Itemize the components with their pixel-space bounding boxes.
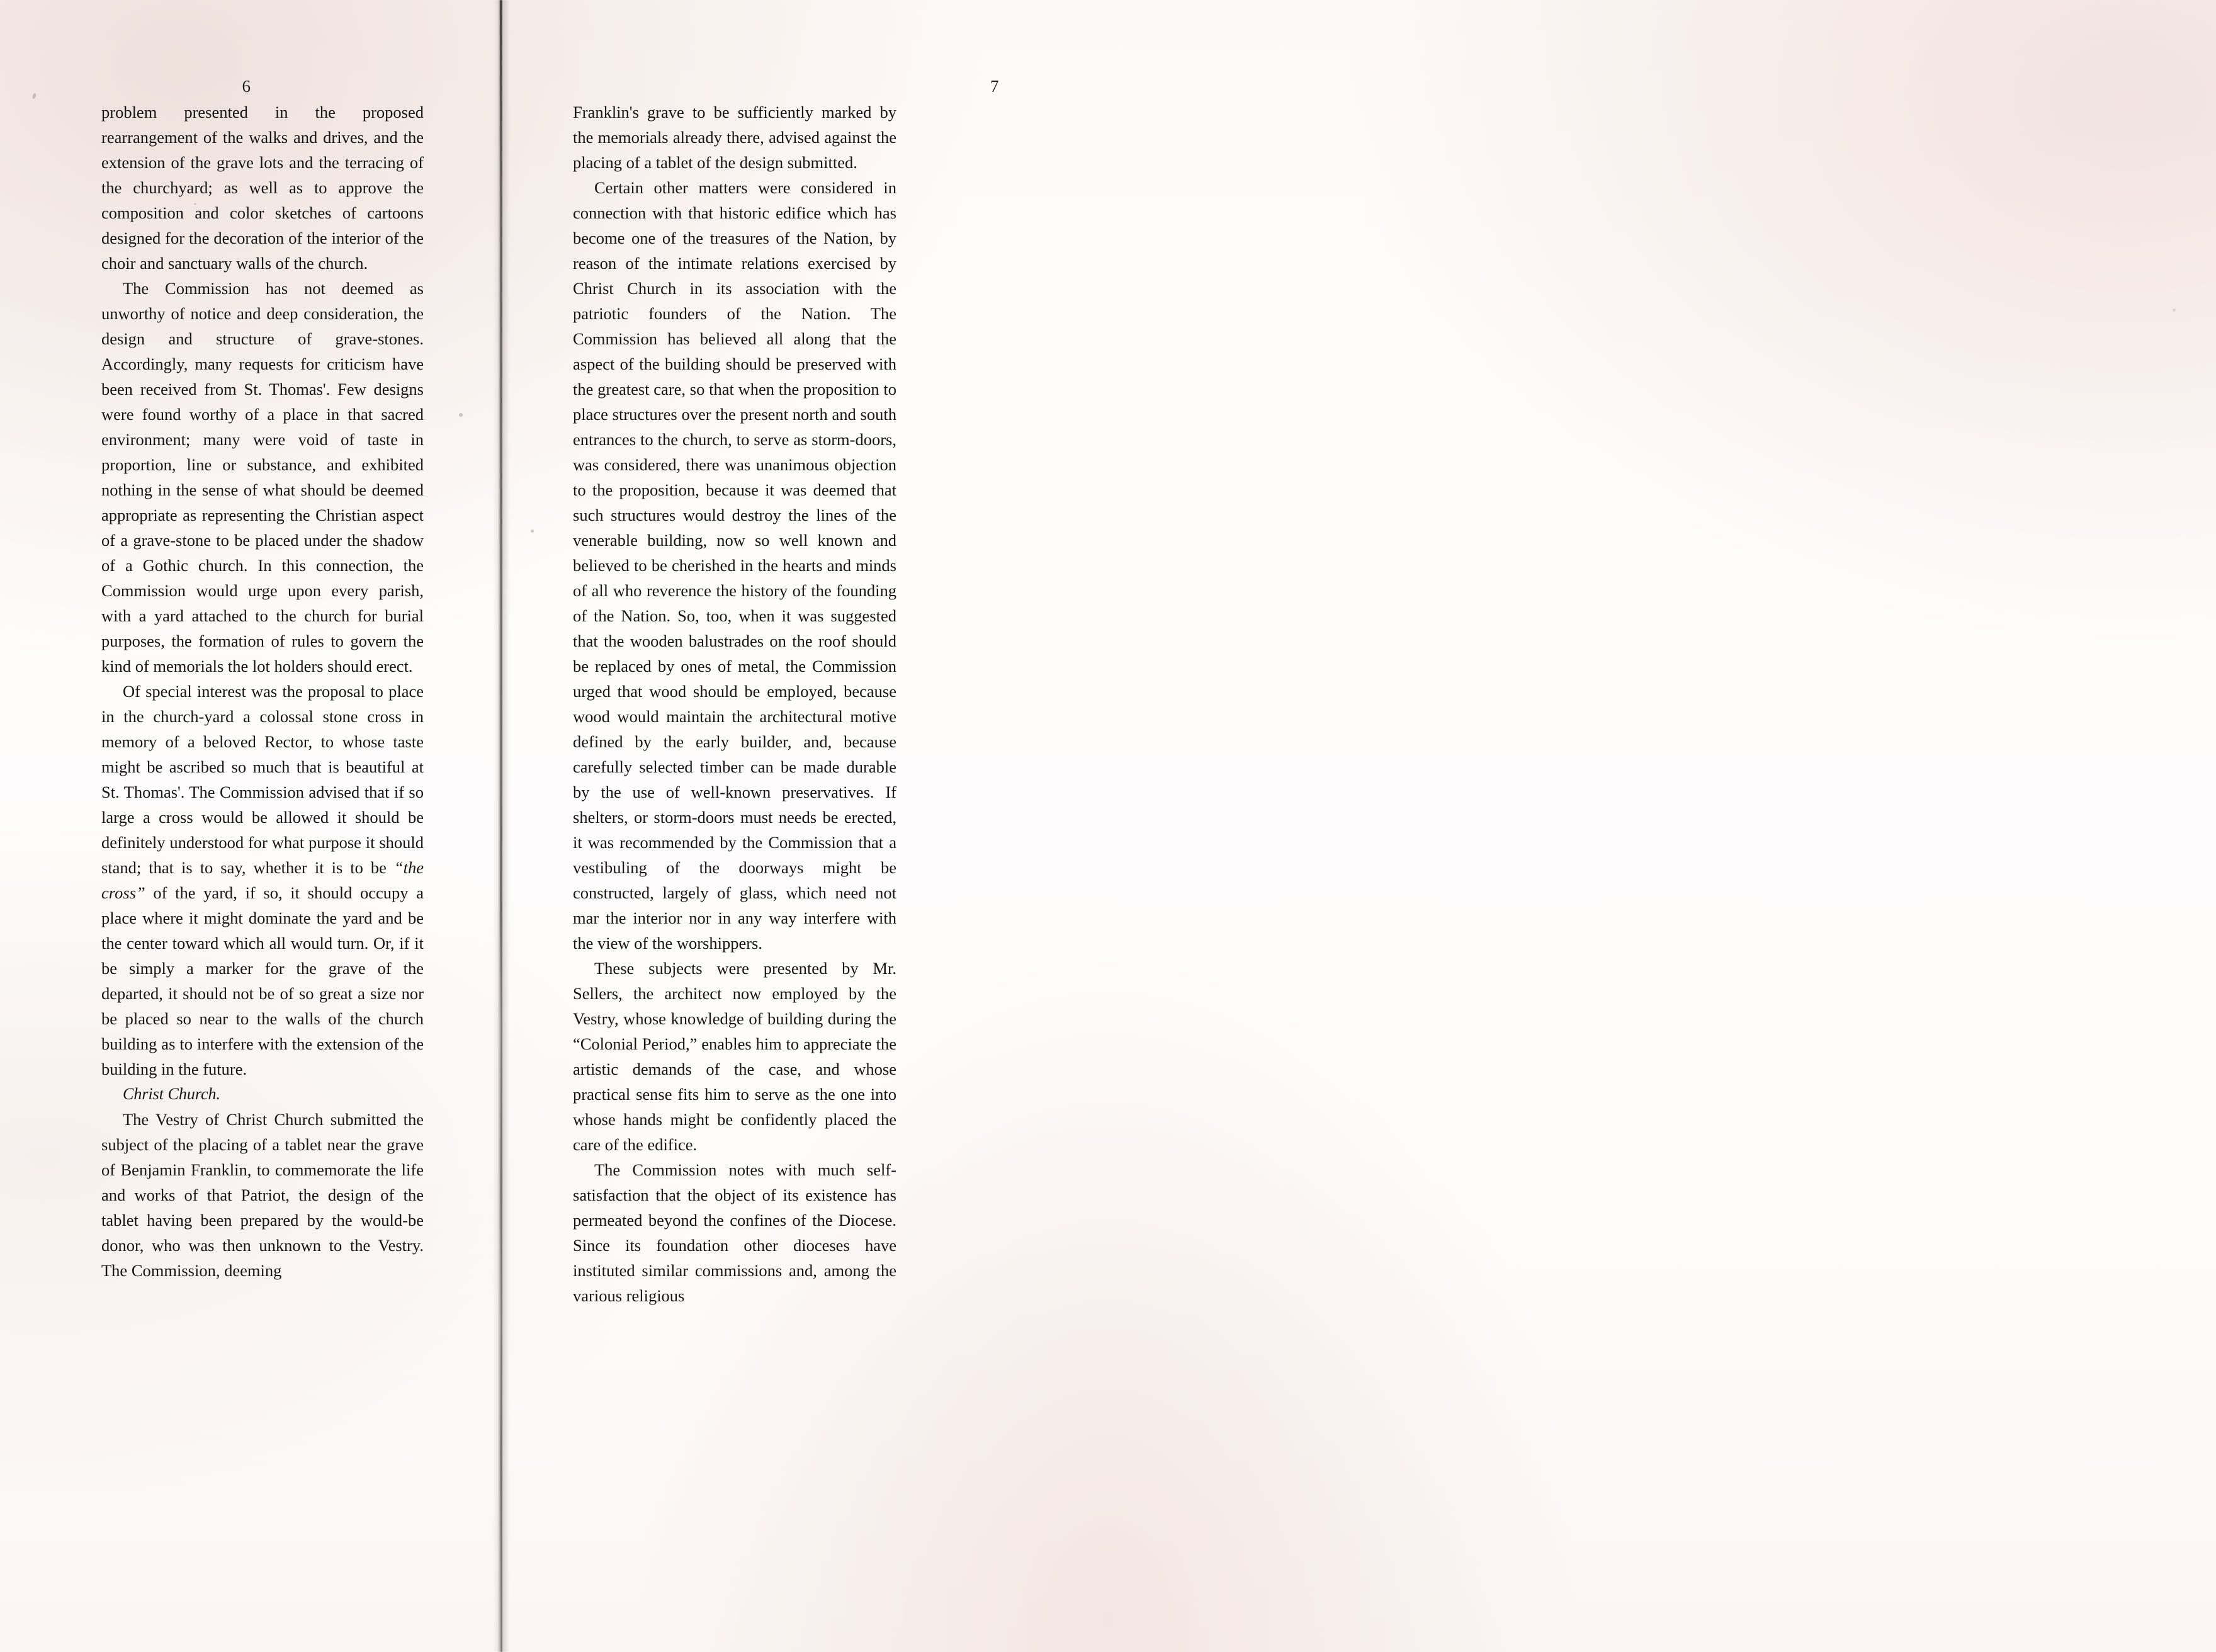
section-subheading: Christ Church.: [123, 1085, 221, 1103]
paragraph: Certain other matters were considered in connection with that historic edifice which has become one of the treasures of the Nation, by reason of the intimate relations exercised by Christ Church in its association with the patriotic founders of the Nation. The Commission has believed all along that the aspect of the building should be preserved with the greatest care, so that when the proposition to place structures over the present north and south entrances to the church, to serve as storm-doors, was considered, there was unanimous objection to the proposition, because it was deemed that such structures would destroy the lines of the venerable building, now so well known and believed to be cherished in the hearts and minds of all who reverence the history of the founding of the Nation. So, too, when it was suggested that the wooden balustrades on the roof should be replaced by ones of metal, the Commission urged that wood should be employed, because wood would maintain the architectural motive defined by the early builder, and, because carefully selected timber can be made durable by the use of well-known preservatives. If shelters, or storm-doors must needs be erected, it was recommended by the Commission that a vestibuling of the doorways might be constructed, largely of glass, which need not mar the interior nor in any way interfere with the view of the worshippers.: [573, 178, 896, 953]
paper-speck: [459, 413, 463, 417]
right-page-text-column: [573, 99, 896, 1308]
paper-speck: [194, 203, 196, 205]
paragraph: Franklin's grave to be sufficiently marked by the memorials already there, advised against the placing of a tablet of the design submitted.: [573, 103, 896, 172]
paper-speck: [2173, 308, 2176, 312]
cross-text-after: of the yard, if so, it should occupy a place where it might dominate the yard and be the center toward which all would turn. Or, if it be simply a marker for the grave of the departed, it should not be of so great a size nor be placed so near to the walls of the church building as to interfere with the extension of the building in the future.: [101, 883, 424, 1078]
paragraph: The Vestry of Christ Church submitted the subject of the placing of a tablet near the grave of Benjamin Franklin, to commemorate the life and works of that Patriot, the design of the tablet having been prepared by the would-be donor, who was then unknown to the Vestry. The Commission, deeming: [101, 1110, 424, 1280]
paragraph: The Commission has not deemed as unworthy of notice and deep consideration, the design and structure of grave-stones. Accordingly, many requests for criticism have been received from St. Thomas'. Few designs were found worthy of a place in that sacred environment; many were void of taste in proportion, line or substance, and exhibited nothing in the sense of what should be deemed appropriate as representing the Christian aspect of a grave-stone to be placed under the shadow of a Gothic church. In this connection, the Commission would urge upon every parish, with a yard attached to the church for burial purposes, the formation of rules to govern the kind of memorials the lot holders should erect.: [101, 279, 424, 676]
paragraph: These subjects were presented by Mr. Sellers, the architect now employed by the Vestry, whose knowledge of building during the “Colonial Period,” enables him to appreciate the artistic demands of the case, and whose practical sense fits him to serve as the one into whose hands might be confidently placed the care of the edifice.: [573, 959, 896, 1154]
paragraph: The Commission notes with much self-satisfaction that the object of its existence has permeated beyond the confines of the Diocese. Since its foundation other dioceses have instituted similar commissions and, among the various religious: [573, 1160, 896, 1305]
paper-speck: [531, 529, 534, 533]
paper-speck: [883, 345, 885, 348]
paragraph: problem presented in the proposed rearrangement of the walks and drives, and the extension of the grave lots and the terracing of the churchyard; as well as to approve the composition and color sketches of cartoons designed for the decoration of the interior of the choir and sanctuary walls of the church.: [101, 103, 424, 273]
paragraph-cross: [101, 679, 424, 1082]
left-page-text-column: [101, 99, 424, 1283]
cross-text-before: Of special interest was the proposal to place in the church-yard a colossal stone cross in memory of a beloved Rector, to whose taste might be ascribed so much that is beautiful at St. Thomas'. The Commission advised that if so large a cross would be allowed it should be definitely understood for what purpose it should stand; that is to say, whether it is to be: [101, 682, 424, 877]
page-number-left: 6: [242, 77, 251, 96]
right-page: [509, 0, 2216, 1652]
book-gutter-crease: [493, 0, 509, 1652]
left-page: [0, 0, 493, 1652]
cross-text-italic: “the cross”: [101, 858, 424, 902]
page-number-right: 7: [990, 77, 999, 96]
